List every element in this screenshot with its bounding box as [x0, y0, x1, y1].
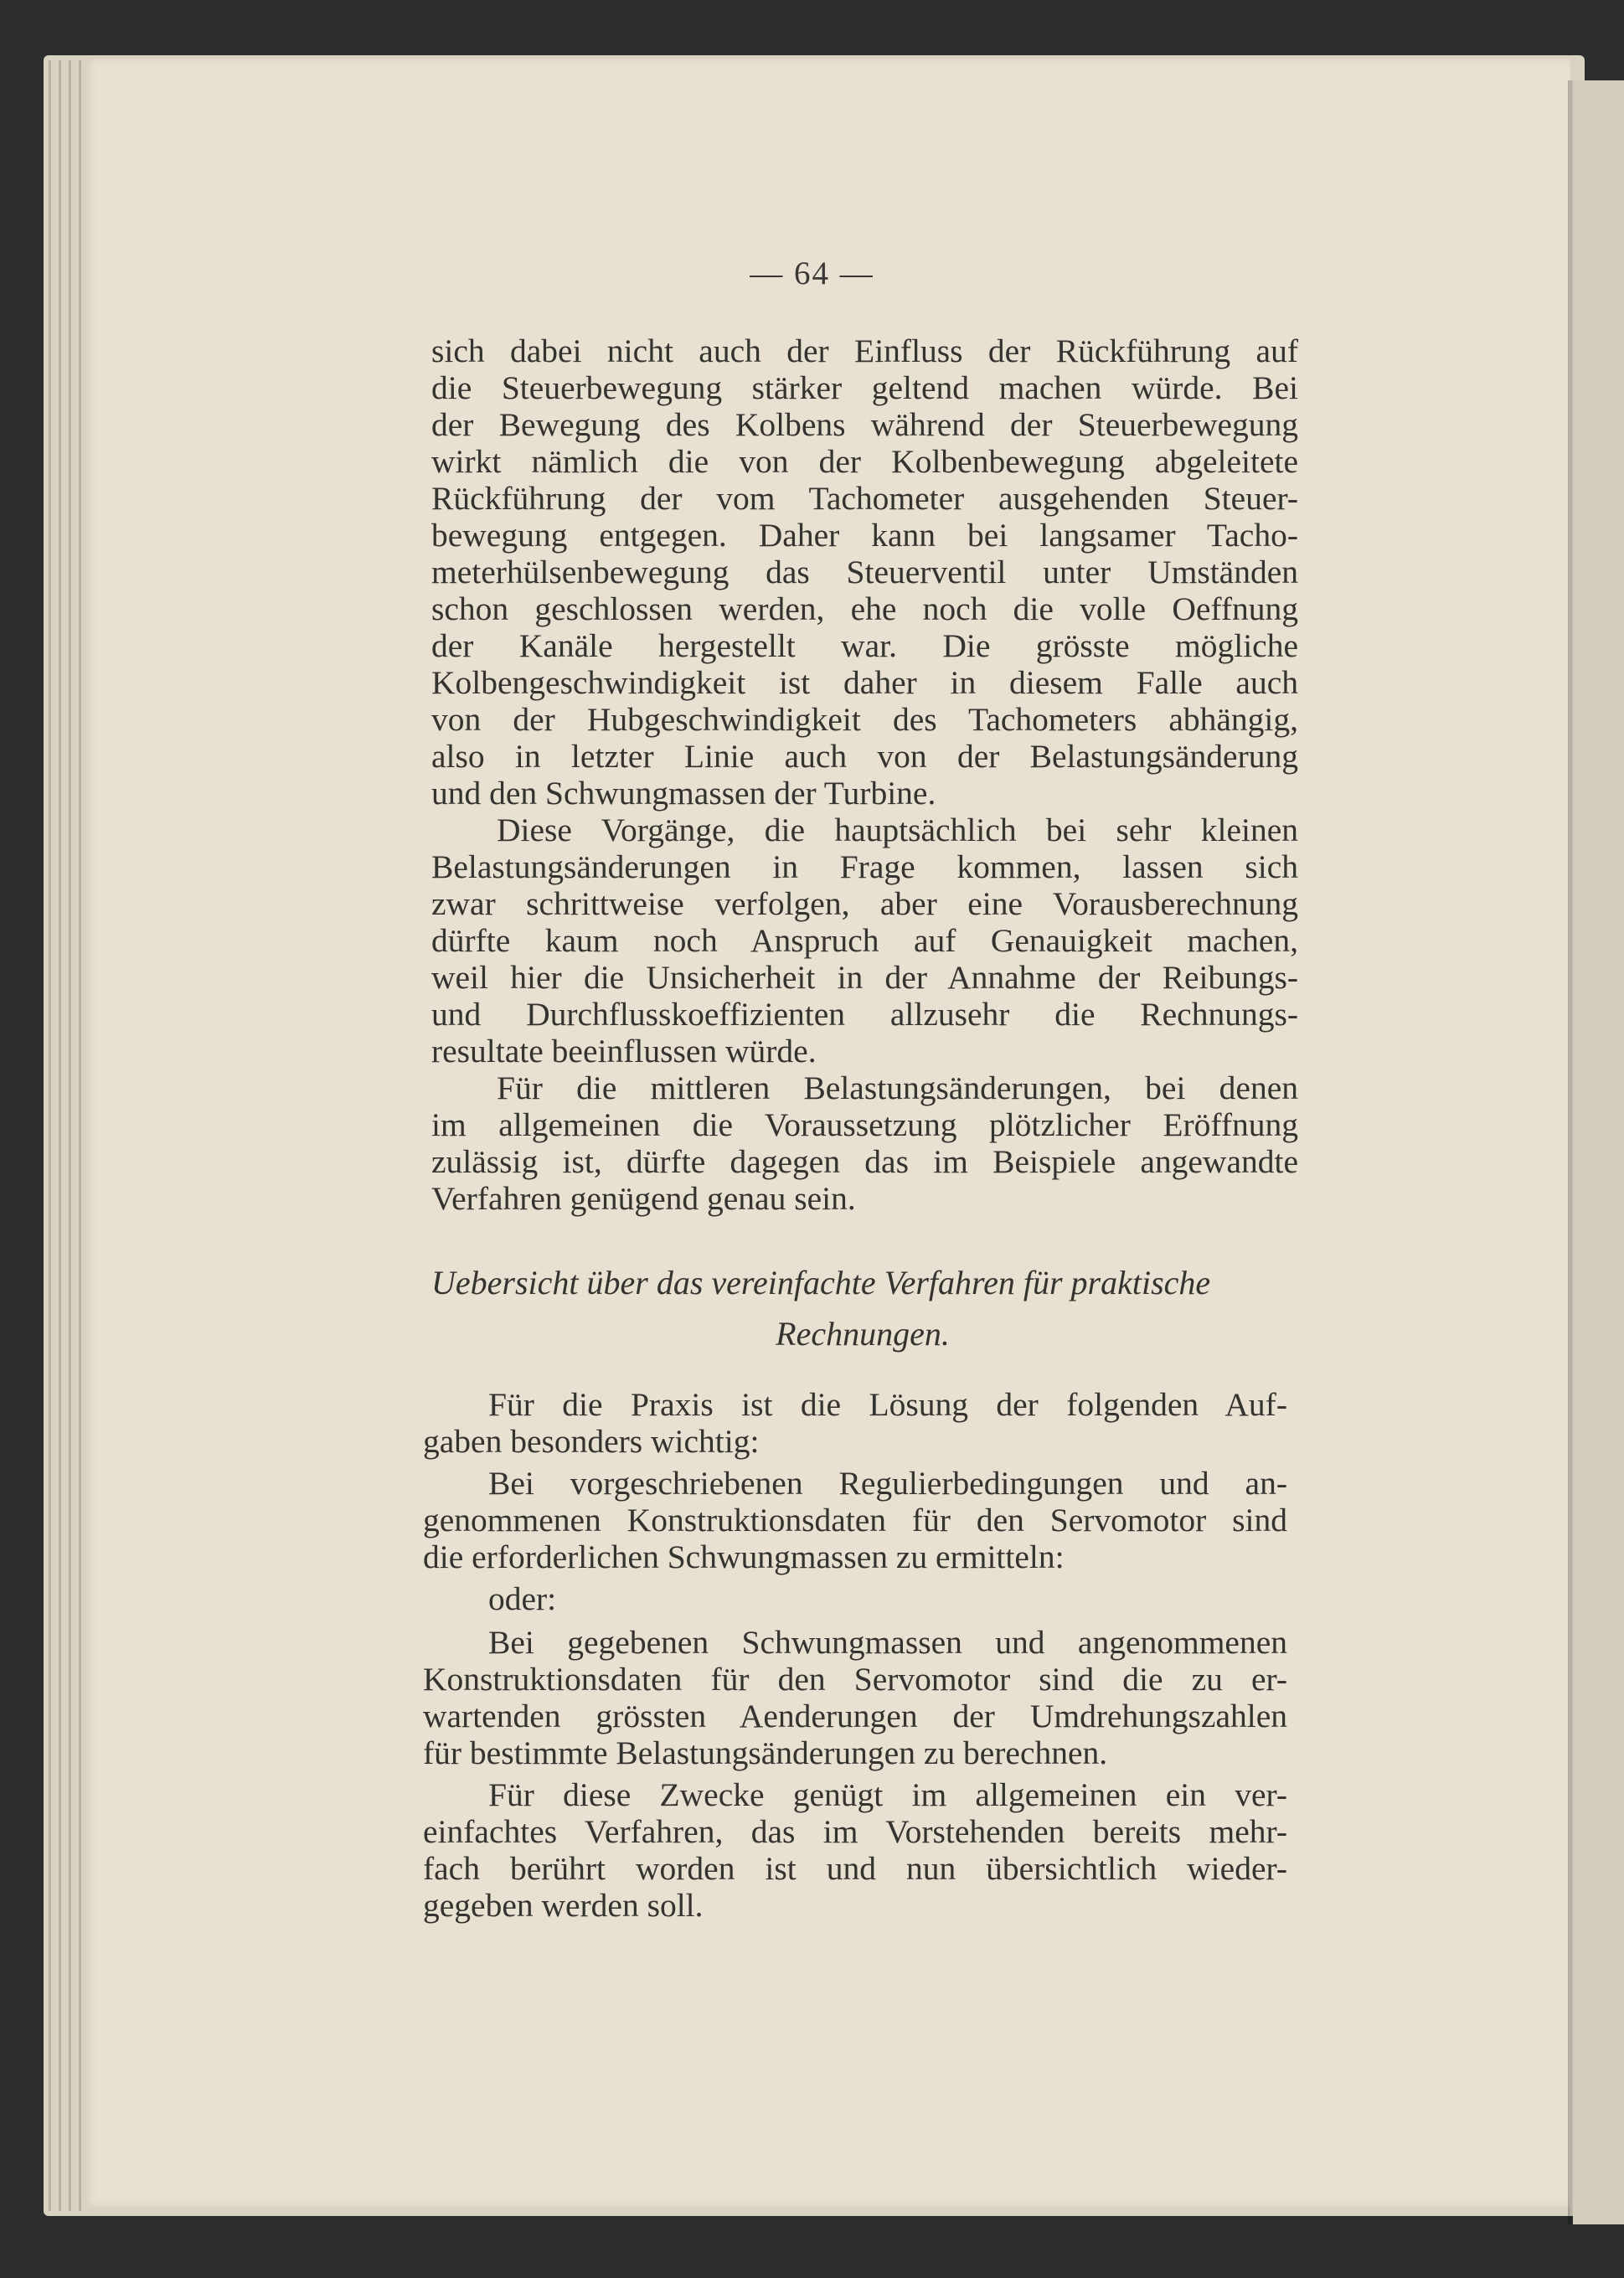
- paragraph: [431, 332, 1298, 812]
- page-edge-3: [69, 60, 71, 2211]
- text-line: also in letzter Linie auch von der Belastungsänderung: [431, 738, 1298, 775]
- text-line: die Steuerbewegung stärker geltend machen würde. Bei: [431, 369, 1298, 406]
- text-line: im allgemeinen die Voraussetzung plötzlicher Eröffnung: [431, 1106, 1298, 1143]
- text-line: von der Hubgeschwindigkeit des Tachometers abhängig,: [431, 701, 1298, 738]
- text-line: einfachtes Verfahren, das im Vorstehenden bereits mehr-: [423, 1813, 1287, 1850]
- body-text-bottom: [423, 1386, 1287, 1924]
- text-line: fach berührt worden ist und nun übersichtlich wieder-: [423, 1850, 1287, 1887]
- text-line: Belastungsänderungen in Frage kommen, lassen sich: [431, 848, 1298, 885]
- paragraph: [423, 1624, 1287, 1771]
- text-line: Bei gegebenen Schwungmassen und angenommenen: [488, 1624, 1287, 1661]
- text-line: Rückführung der vom Tachometer ausgehenden Steuer-: [431, 480, 1298, 517]
- text-line: für bestimmte Belastungsänderungen zu berechnen.: [423, 1734, 1108, 1771]
- text-line: Für die mittleren Belastungsänderungen, bei denen: [497, 1069, 1298, 1106]
- text-line: schon geschlossen werden, ehe noch die volle Oeffnung: [431, 590, 1298, 627]
- paragraph: [431, 812, 1298, 1069]
- text-line: die erforderlichen Schwungmassen zu ermitteln:: [423, 1538, 1065, 1575]
- text-line: genommenen Konstruktionsdaten für den Servomotor sind: [423, 1502, 1287, 1538]
- text-line: resultate beeinflussen würde.: [431, 1033, 817, 1069]
- text-line: Diese Vorgänge, die hauptsächlich bei sehr kleinen: [497, 812, 1298, 848]
- text-line: Verfahren genügend genau sein.: [431, 1180, 856, 1217]
- text-line: und Durchflusskoeffizienten allzusehr die Rechnungs-: [431, 996, 1298, 1033]
- page-edge-2: [59, 60, 61, 2211]
- section-heading-line-2: Rechnungen.: [776, 1315, 950, 1353]
- page-edge-1: [49, 60, 51, 2211]
- text-line: Für die Praxis ist die Lösung der folgenden Auf-: [488, 1386, 1287, 1423]
- body-text-top: [431, 332, 1298, 1217]
- text-line: gaben besonders wichtig:: [423, 1423, 760, 1460]
- text-line: Konstruktionsdaten für den Servomotor sind die zu er-: [423, 1661, 1287, 1698]
- text-line: der Kanäle hergestellt war. Die grösste mögliche: [431, 627, 1298, 664]
- text-line: sich dabei nicht auch der Einfluss der Rückführung auf: [431, 332, 1298, 369]
- text-line: der Bewegung des Kolbens während der Steuerbewegung: [431, 406, 1298, 443]
- paragraph: [423, 1465, 1287, 1575]
- paragraph: [431, 1069, 1298, 1217]
- text-line: weil hier die Unsicherheit in der Annahme der Reibungs-: [431, 959, 1298, 996]
- text-line: zulässig ist, dürfte dagegen das im Beispiele angewandte: [431, 1143, 1298, 1180]
- text-line: Bei vorgeschriebenen Regulierbedingungen und an-: [488, 1465, 1287, 1502]
- section-heading: [431, 1263, 1294, 1353]
- text-line: zwar schrittweise verfolgen, aber eine Vorausberechnung: [431, 885, 1298, 922]
- paragraph: [423, 1386, 1287, 1460]
- text-line: meterhülsenbewegung das Steuerventil unter Umständen: [431, 554, 1298, 590]
- section-heading-line-1: Uebersicht über das vereinfachte Verfahren für praktische: [431, 1264, 1211, 1301]
- page-edge-4: [79, 60, 81, 2211]
- facing-page-edge: [1573, 80, 1624, 2224]
- paragraph: [423, 1776, 1287, 1924]
- text-line: Für diese Zwecke genügt im allgemeinen ein ver-: [488, 1776, 1287, 1813]
- paragraph: [423, 1580, 1287, 1617]
- page-number: — 64 —: [750, 255, 874, 291]
- text-line: gegeben werden soll.: [423, 1887, 704, 1924]
- text-line: bewegung entgegen. Daher kann bei langsamer Tacho-: [431, 517, 1298, 554]
- text-line: wirkt nämlich die von der Kolbenbewegung abgeleitete: [431, 443, 1298, 480]
- text-line: wartenden grössten Aenderungen der Umdrehungszahlen: [423, 1698, 1287, 1734]
- text-line: oder:: [488, 1580, 557, 1617]
- text-line: Kolbengeschwindigkeit ist daher in diesem Falle auch: [431, 664, 1298, 701]
- text-line: und den Schwungmassen der Turbine.: [431, 775, 936, 812]
- text-line: dürfte kaum noch Anspruch auf Genauigkeit machen,: [431, 922, 1298, 959]
